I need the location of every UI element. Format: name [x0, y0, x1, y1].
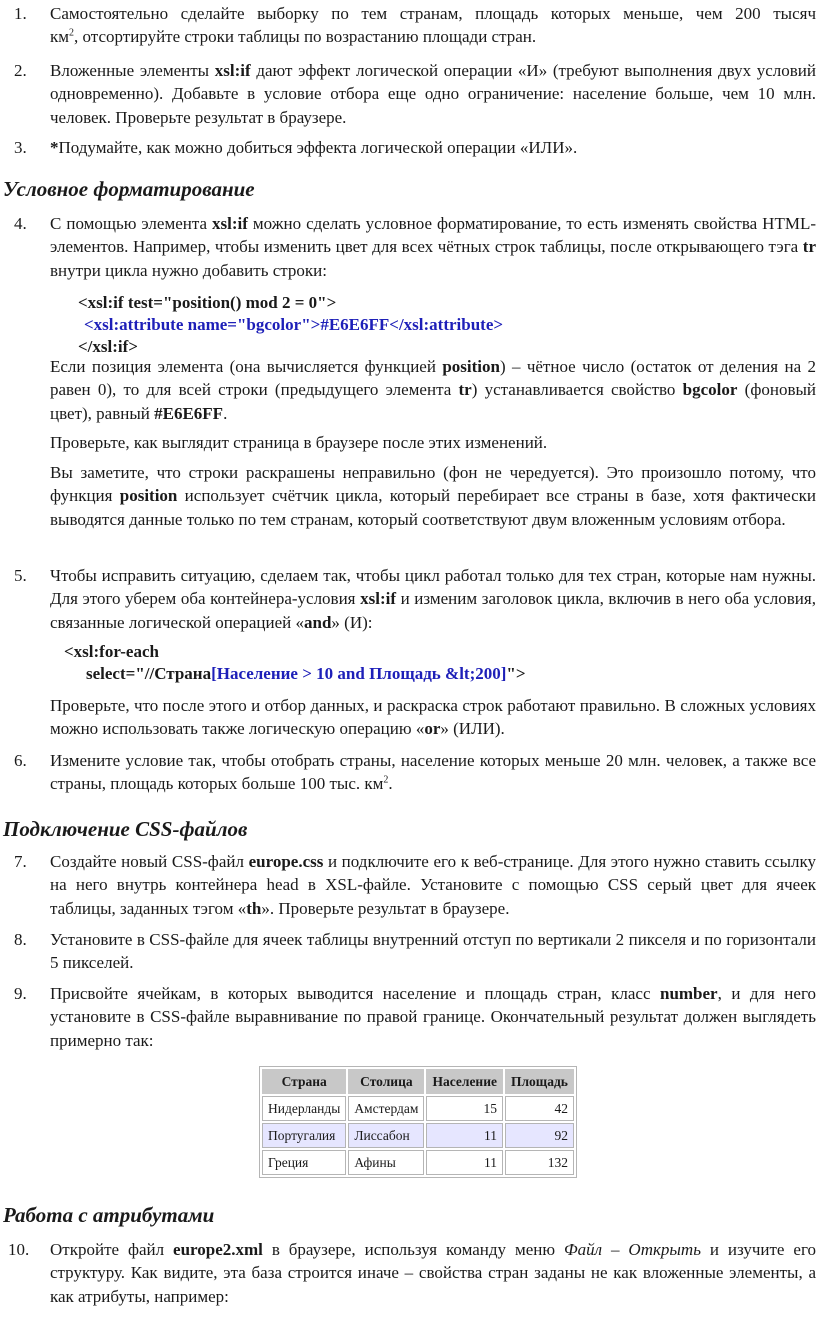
- code-term: #E6E6FF: [154, 403, 224, 423]
- table-row: [262, 1096, 574, 1121]
- code-line: <xsl:attribute name="bgcolor">#E6E6FF</xsl:attribute>: [84, 315, 504, 334]
- paragraph-verify: [50, 694, 816, 741]
- section-heading-css: Подключение CSS-файлов: [3, 817, 248, 841]
- text-run: » (И):: [331, 612, 373, 632]
- paragraph-check: Проверьте, как выглядит страница в браузере после этих изменений.: [50, 433, 548, 452]
- code-line: <xsl:if test="position() mod 2 = 0">: [78, 293, 337, 312]
- item-text: [50, 1238, 816, 1308]
- item-text: [50, 2, 816, 49]
- text-run: Подумайте, как можно добиться эффекта логической операции «ИЛИ».: [58, 138, 578, 157]
- unit-text: км: [50, 27, 70, 47]
- column-header: Столица: [348, 1069, 424, 1094]
- code-term: tr: [458, 380, 472, 400]
- table-cell: 11: [426, 1123, 503, 1148]
- code-term: bgcolor: [682, 380, 738, 400]
- code-term: xsl:if: [214, 61, 251, 80]
- item-number: 8.: [14, 930, 27, 949]
- table-cell: Амстердам: [348, 1096, 424, 1121]
- code-run: ">: [506, 664, 526, 683]
- table-cell: Португалия: [262, 1123, 346, 1148]
- text-run: (фоновый цвет), равный: [50, 380, 816, 423]
- text-run: Проверьте, что после этого и отбор данных, и раскраска строк работают правильно. В сложных условиях можно использовать также логическую операцию «: [50, 696, 816, 739]
- text-run: Вы заметите, что строки раскрашены неправильно (фон не чередуется). Это произошло потому, что функция: [50, 463, 816, 506]
- item-number: 2.: [14, 61, 27, 80]
- item-number: 6.: [14, 751, 27, 770]
- code-term: th: [246, 898, 262, 918]
- item-number: 3.: [14, 138, 27, 157]
- item-number: 4.: [14, 214, 27, 233]
- table-cell: 15: [426, 1096, 503, 1121]
- text-run: Измените условие так, чтобы отобрать страны, население которых меньше 20 млн. человек, а также все страны, площадь которых больше 100 тыс. км: [50, 751, 816, 794]
- text-run: дают эффект логической операции «И» (требуют выполнения двух условий одновременно). Добавьте в условие отбора еще одно ограничение: население больше, чем 10 млн. человек. Проверьте результат в браузере.: [50, 61, 816, 127]
- section-heading-conditional-formatting: Условное форматирование: [3, 177, 255, 201]
- code-run: select="//Страна: [86, 664, 212, 683]
- text-run: и изменим заголовок цикла, включив в него оба условия, связанные логической операцией «: [50, 589, 816, 632]
- result-table: [259, 1066, 577, 1178]
- text-run: Создайте новый CSS-файл: [50, 852, 249, 871]
- table-header-row: [262, 1069, 574, 1094]
- item-text: [50, 212, 816, 282]
- item-text: [50, 59, 816, 129]
- code-term: europe.css: [248, 852, 324, 871]
- table-cell: Греция: [262, 1150, 346, 1175]
- text-run: ) устанавливается свойство: [471, 380, 683, 400]
- text-run: Присвойте ячейкам, в которых выводится население и площадь стран, класс: [50, 984, 660, 1003]
- code-term: tr: [802, 237, 816, 257]
- item-number: 1.: [14, 4, 27, 23]
- text-run: ». Проверьте результат в браузере.: [261, 898, 510, 918]
- table-cell: Нидерланды: [262, 1096, 346, 1121]
- text-run: внутри цикла нужно добавить строки:: [50, 260, 327, 280]
- text-run: Вложенные элементы: [50, 61, 215, 80]
- code-term: xsl:if: [360, 589, 396, 609]
- text-run: можно сделать условное форматирование, то есть изменять свойства HTML-элементов. Например, чтобы изменить цвет для всех чётных строк таблицы, после открывающего тэга: [50, 214, 816, 257]
- table-cell: Афины: [348, 1150, 424, 1175]
- paragraph-notice: [50, 461, 816, 531]
- text-run: и подключите его к веб-странице. Для этого нужно ставить ссылку на него внутрь контейнера head в XSL-файле. Установите с помощью CSS серый цвет для ячеек таблицы, заданных тэгом «: [50, 852, 816, 918]
- item-line: Самостоятельно сделайте выборку по тем странам, площадь которых меньше, чем 200 тысяч: [50, 4, 816, 23]
- text-run: Чтобы исправить ситуацию, сделаем так, чтобы цикл работал только для тех стран, которые нам нужны. Для этого уберем оба контейнера-условия: [50, 566, 816, 609]
- text-run: в браузере, используя команду меню: [262, 1240, 564, 1259]
- table-cell: 11: [426, 1150, 503, 1175]
- superscript: 2: [69, 27, 75, 39]
- code-line: </xsl:if>: [78, 337, 138, 356]
- table-row: [262, 1150, 574, 1175]
- item-number: 10.: [8, 1240, 30, 1259]
- item-text: [50, 749, 816, 796]
- item-text: [50, 850, 816, 920]
- text-run: С помощью элемента: [50, 214, 213, 233]
- column-header: Страна: [262, 1069, 346, 1094]
- text-run: .: [388, 774, 393, 794]
- code-term: number: [659, 984, 718, 1003]
- section-heading-attributes: Работа с атрибутами: [3, 1203, 215, 1227]
- item-number: 7.: [14, 852, 27, 871]
- table-cell: Лиссабон: [348, 1123, 424, 1148]
- column-header: Население: [426, 1069, 503, 1094]
- code-term: xsl:if: [212, 214, 248, 233]
- item-line: , отсортируйте строки таблицы по возрастанию площади стран.: [74, 27, 537, 47]
- superscript: 2: [383, 774, 389, 786]
- code-term: and: [303, 612, 332, 632]
- code-term: europe2.xml: [173, 1240, 263, 1259]
- item-text: [50, 136, 816, 159]
- text-run: .: [223, 403, 228, 423]
- code-term: or: [424, 719, 441, 739]
- table-cell: 92: [505, 1123, 574, 1148]
- item-text: [50, 564, 816, 634]
- table-row: [262, 1123, 574, 1148]
- item-number: 5.: [14, 566, 27, 585]
- text-run: использует счётчик цикла, который перебирает все страны в базе, хотя фактически выводятся данные только по тем странам, который соответствуют двум вложенным условиям отбора.: [50, 486, 816, 529]
- paragraph-explanation: [50, 355, 816, 425]
- table-cell: 42: [505, 1096, 574, 1121]
- item-text: Установите в CSS-файле для ячеек таблицы внутренний отступ по вертикали 2 пикселя и по горизонтали 5 пикселей.: [50, 930, 816, 973]
- column-header: Площадь: [505, 1069, 574, 1094]
- star-mark: *: [50, 138, 59, 157]
- code-term: position: [119, 486, 178, 506]
- item-number: 9.: [14, 984, 27, 1003]
- code-line: <xsl:for-each: [64, 642, 159, 661]
- code-line: [86, 662, 526, 685]
- text-run: ) – чётное число (остаток от деления на 2 равен 0), то для всей строки (предыдущего элемента: [50, 357, 816, 400]
- table-cell: 132: [505, 1150, 574, 1175]
- text-run: Если позиция элемента (она вычисляется функцией: [50, 357, 443, 376]
- item-text: [50, 982, 816, 1052]
- text-run: Откройте файл: [50, 1240, 174, 1259]
- menu-path: Файл – Открыть: [563, 1240, 701, 1259]
- code-condition: [Население > 10 and Площадь &lt;200]: [211, 664, 507, 683]
- code-term: position: [442, 357, 500, 376]
- text-run: и изучите его структуру. Как видите, эта база строится иначе – свойства стран заданы не как вложенные элементы, а как атрибуты, например:: [50, 1240, 816, 1306]
- text-run: » (ИЛИ).: [440, 719, 505, 739]
- text-run: , и для него установите в CSS-файле выравнивание по правой границе. Окончательный результат должен выглядеть примерно так:: [50, 984, 816, 1050]
